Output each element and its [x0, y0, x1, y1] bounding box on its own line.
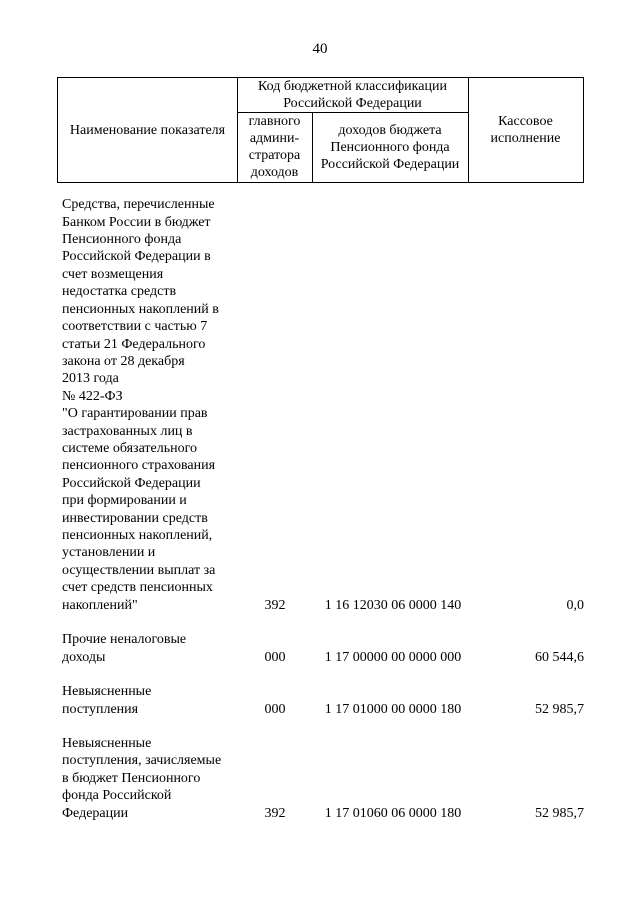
- row-name: Невыясненные поступления: [62, 684, 152, 717]
- row-name: Прочие неналоговые доходы: [62, 632, 187, 665]
- header-code-group: [237, 77, 469, 113]
- row-amount: 52 985,7: [535, 805, 584, 821]
- header-code-group-label: Код бюджетной классификации Российской Федерации: [258, 79, 447, 111]
- row-admin-code: 392: [264, 597, 286, 613]
- row-income-code: 1 16 12030 06 0000 140: [324, 597, 462, 613]
- row-income-code: 1 17 01000 00 0000 180: [324, 701, 462, 717]
- row-name: Средства, перечисленные Банком России в бюджет Пенсионного фонда Российской Федерации в счет возмещения недостатка средств пенсионных накоплений в соответствии с частью 7 статьи 21 Федерального закона от 28 декабря 2013 года № 422-ФЗ "О гарантировании прав застрахованных лиц в системе обязательного пенсионного страхования Российской Федерации при формировании и инвестировании средств пенсионных накоплений, установлении и осуществлении выплат за счет средств пенсионных накоплений": [62, 197, 219, 613]
- header-name-column: [57, 77, 238, 183]
- row-amount: 52 985,7: [535, 701, 584, 717]
- header-income-code-column: [312, 112, 469, 183]
- header-admin-column: [237, 112, 313, 183]
- table-row: [0, 683, 640, 718]
- row-name: Невыясненные поступления, зачисляемые в бюджет Пенсионного фонда Российской Федерации: [62, 735, 222, 821]
- header-income-code-label: доходов бюджета Пенсионного фонда Российской Федерации: [320, 122, 460, 172]
- table-row: [0, 631, 640, 666]
- header-cash-execution-label: Кассовое исполнение: [490, 114, 561, 146]
- header-name-label: Наименование показателя: [69, 122, 226, 138]
- header-cash-execution-column: [468, 77, 584, 183]
- table-row: [0, 197, 640, 614]
- row-income-code: 1 17 01060 06 0000 180: [324, 805, 462, 821]
- row-amount: 60 544,6: [535, 649, 584, 665]
- row-admin-code: 392: [264, 805, 286, 821]
- row-amount: 0,0: [566, 597, 584, 613]
- table-row: [0, 735, 640, 822]
- row-admin-code: 000: [264, 649, 286, 665]
- header-admin-label: главного админи-стратора доходов: [248, 114, 301, 180]
- row-income-code: 1 17 00000 00 0000 000: [324, 649, 462, 665]
- row-admin-code: 000: [264, 701, 286, 717]
- page-number: 40: [312, 41, 328, 57]
